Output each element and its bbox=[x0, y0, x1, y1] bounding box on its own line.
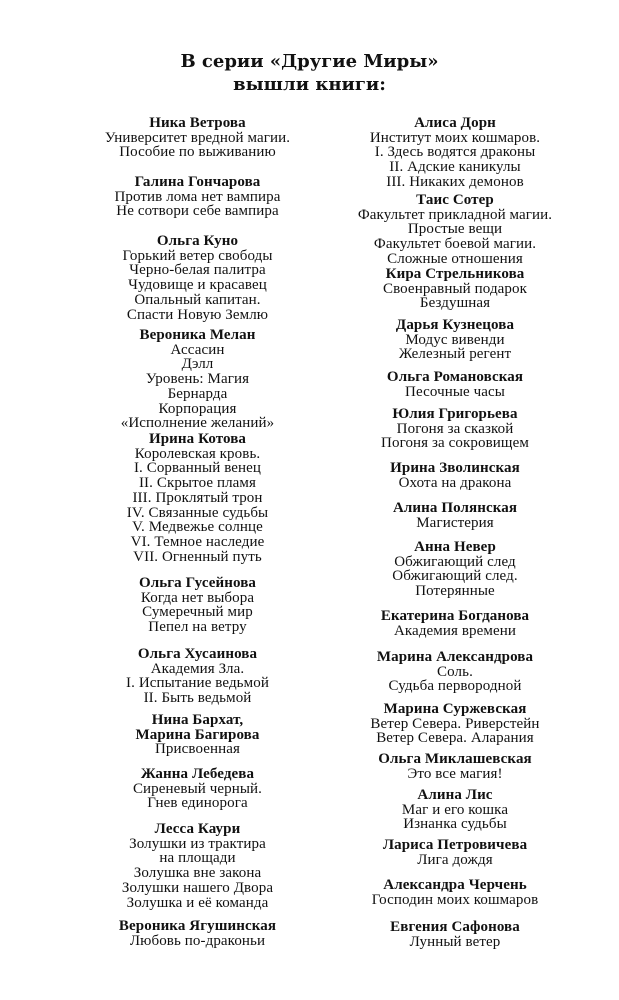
book-title: Гнев единорога bbox=[147, 795, 248, 812]
author-name: Ольга Романовская bbox=[386, 369, 524, 385]
book-title: Судьба первородной bbox=[388, 678, 522, 695]
author-entry bbox=[65, 919, 330, 948]
book-title: Ветер Севера. Риверстейн bbox=[370, 715, 540, 732]
author-entry bbox=[305, 788, 605, 832]
book-title: Своенравный подарок bbox=[382, 280, 528, 297]
book-title: Ассасин bbox=[170, 341, 225, 358]
book-title: V. Медвежье солнце bbox=[132, 519, 263, 536]
book-title: Железный регент bbox=[398, 346, 512, 363]
author-name: Евгения Сафонова bbox=[390, 919, 520, 935]
author-name: Галина Гончарова bbox=[134, 174, 261, 190]
author-name: Марина Суржевская bbox=[383, 701, 527, 717]
author-name: Жанна Лебедева bbox=[140, 766, 255, 782]
author-entry bbox=[65, 576, 330, 635]
series-title: В серии «Другие Миры» bbox=[180, 51, 439, 72]
book-title: VI. Темное наследие bbox=[130, 534, 265, 551]
author-name: Нина Бархат, bbox=[151, 712, 244, 728]
author-entry bbox=[305, 461, 605, 490]
book-title: Не сотвори себе вампира bbox=[116, 203, 279, 220]
author-name: Александра Черчень bbox=[383, 877, 527, 893]
author-name: Марина Багирова bbox=[135, 726, 260, 743]
author-entry bbox=[65, 822, 330, 910]
author-entry bbox=[305, 752, 605, 781]
book-title: Погоня за сокровищем bbox=[381, 435, 529, 452]
author-entry bbox=[305, 609, 605, 638]
author-entry bbox=[65, 713, 330, 757]
author-name: Ирина Зволинская bbox=[390, 460, 520, 476]
book-title: VII. Огненный путь bbox=[133, 549, 262, 566]
book-title: Простые вещи bbox=[407, 221, 503, 238]
book-title: Горький ветер свободы bbox=[122, 247, 273, 264]
author-name: Юлия Григорьева bbox=[392, 406, 518, 422]
book-title: Бездушная bbox=[419, 295, 491, 312]
book-title: Институт моих кошмаров. bbox=[369, 129, 541, 146]
book-title: Академия времени bbox=[393, 622, 517, 639]
book-title: I. Сорванный венец bbox=[133, 460, 262, 477]
book-title: Ветер Севера. Аларания bbox=[376, 730, 534, 747]
book-title: Спасти Новую Землю bbox=[126, 306, 269, 323]
book-title: Уровень: Магия bbox=[145, 371, 250, 388]
author-entry bbox=[305, 318, 605, 362]
author-name: Марина Александрова bbox=[376, 649, 534, 665]
author-entry bbox=[65, 116, 330, 160]
book-title: Погоня за сказкой bbox=[396, 420, 514, 437]
author-entry bbox=[305, 838, 605, 867]
book-title: Золушка вне закона bbox=[133, 865, 262, 882]
book-title: Корпорация bbox=[158, 400, 237, 417]
book-title: I. Здесь водятся драконы bbox=[374, 144, 536, 161]
book-title: Золушки нашего Двора bbox=[121, 879, 274, 896]
book-title: IV. Связанные судьбы bbox=[126, 504, 269, 521]
book-title: Лунный ветер bbox=[409, 933, 501, 950]
author-name: Дарья Кузнецова bbox=[395, 317, 515, 333]
book-title: Песочные часы bbox=[405, 383, 505, 400]
book-title: Факультет прикладной магии. bbox=[357, 206, 553, 223]
author-name: Ольга Куно bbox=[156, 233, 239, 249]
book-title: III. Никаких демонов bbox=[386, 173, 524, 190]
book-title: Против лома нет вампира bbox=[114, 188, 281, 205]
book-title: Бернарда bbox=[167, 385, 228, 402]
author-name: Вероника Ягушинская bbox=[118, 918, 277, 934]
book-title: Академия Зла. bbox=[150, 660, 245, 677]
book-title: II. Скрытое пламя bbox=[138, 475, 257, 492]
book-title: Соль. bbox=[437, 663, 473, 680]
author-entry bbox=[65, 234, 330, 322]
book-title: Маг и его кошка bbox=[401, 801, 509, 818]
author-entry bbox=[305, 920, 605, 949]
author-entry bbox=[305, 193, 605, 267]
author-name: Алина Полянская bbox=[392, 500, 518, 516]
author-name: Таис Сотер bbox=[416, 192, 494, 208]
book-title: Факультет боевой магии. bbox=[373, 236, 537, 253]
author-name: Лариса Петровичева bbox=[382, 837, 528, 853]
author-name: Алина Лис bbox=[417, 787, 493, 803]
book-title: «Исполнение желаний» bbox=[120, 415, 275, 432]
author-entry bbox=[305, 407, 605, 451]
author-name: Кира Стрельникова bbox=[385, 266, 525, 282]
book-title: Охота на дракона bbox=[398, 474, 512, 491]
author-entry bbox=[305, 702, 605, 746]
book-title: Пепел на ветру bbox=[148, 619, 247, 636]
author-name: Лесса Каури bbox=[154, 821, 241, 837]
series-subtitle: вышли книги: bbox=[233, 74, 386, 95]
book-title: Сложные отношения bbox=[387, 250, 523, 267]
author-entry bbox=[305, 878, 605, 907]
book-title: Королевская кровь. bbox=[134, 445, 261, 462]
book-title: I. Испытание ведьмой bbox=[126, 675, 269, 692]
author-name: Анна Невер bbox=[414, 539, 496, 555]
author-name: Алиса Дорн bbox=[414, 115, 496, 131]
book-title: Чудовище и красавец bbox=[128, 277, 267, 294]
book-title: Это все магия! bbox=[407, 765, 503, 782]
book-title: Сумеречный мир bbox=[142, 604, 253, 621]
author-entry bbox=[65, 175, 330, 219]
book-title: Опальный капитан. bbox=[134, 291, 261, 308]
book-title: Университет вредной магии. bbox=[104, 129, 291, 146]
author-entry bbox=[305, 501, 605, 530]
book-title: Господин моих кошмаров bbox=[371, 891, 539, 908]
author-name: Ирина Котова bbox=[148, 431, 247, 447]
book-title: Дэлл bbox=[181, 356, 214, 373]
book-title: Золушка и её команда bbox=[126, 894, 269, 911]
book-title: Когда нет выбора bbox=[140, 589, 255, 606]
book-title: Магистерия bbox=[416, 514, 494, 531]
author-entry bbox=[305, 540, 605, 599]
author-name: Ольга Гусейнова bbox=[138, 575, 257, 591]
book-title: Любовь по-драконьи bbox=[129, 932, 266, 949]
author-entry bbox=[65, 767, 330, 811]
author-entry bbox=[305, 116, 605, 190]
author-entry bbox=[65, 432, 330, 565]
author-name: Екатерина Богданова bbox=[380, 608, 530, 624]
author-name: Вероника Мелан bbox=[139, 327, 256, 343]
author-name: Ольга Миклашевская bbox=[378, 751, 532, 767]
author-entry bbox=[305, 267, 605, 311]
book-title: Модус вивенди bbox=[405, 331, 505, 348]
book-title: Золушки из трактира bbox=[129, 835, 266, 852]
book-title: Черно-белая палитра bbox=[129, 262, 266, 279]
book-title: Обжигающий след bbox=[394, 553, 516, 570]
author-entry bbox=[305, 370, 605, 399]
book-title: Лига дождя bbox=[417, 851, 493, 868]
book-title: Присвоенная bbox=[154, 741, 241, 757]
book-title: Потерянные bbox=[415, 583, 495, 600]
book-title: Изнанка судьбы bbox=[403, 816, 507, 833]
author-entry bbox=[305, 650, 605, 694]
series-heading bbox=[0, 50, 619, 96]
author-name: Ольга Хусаинова bbox=[137, 646, 258, 662]
book-title: II. Быть ведьмой bbox=[143, 690, 252, 707]
book-title: Сиреневый черный. bbox=[132, 780, 263, 797]
book-title: III. Проклятый трон bbox=[132, 489, 263, 506]
author-name: Ника Ветрова bbox=[149, 115, 246, 131]
book-title: II. Адские каникулы bbox=[389, 159, 521, 176]
book-title: Обжигающий след. bbox=[392, 568, 518, 585]
book-title: Пособие по выживанию bbox=[119, 144, 276, 161]
author-entry bbox=[65, 647, 330, 706]
author-entry bbox=[65, 328, 330, 431]
book-title: на площади bbox=[159, 850, 236, 867]
